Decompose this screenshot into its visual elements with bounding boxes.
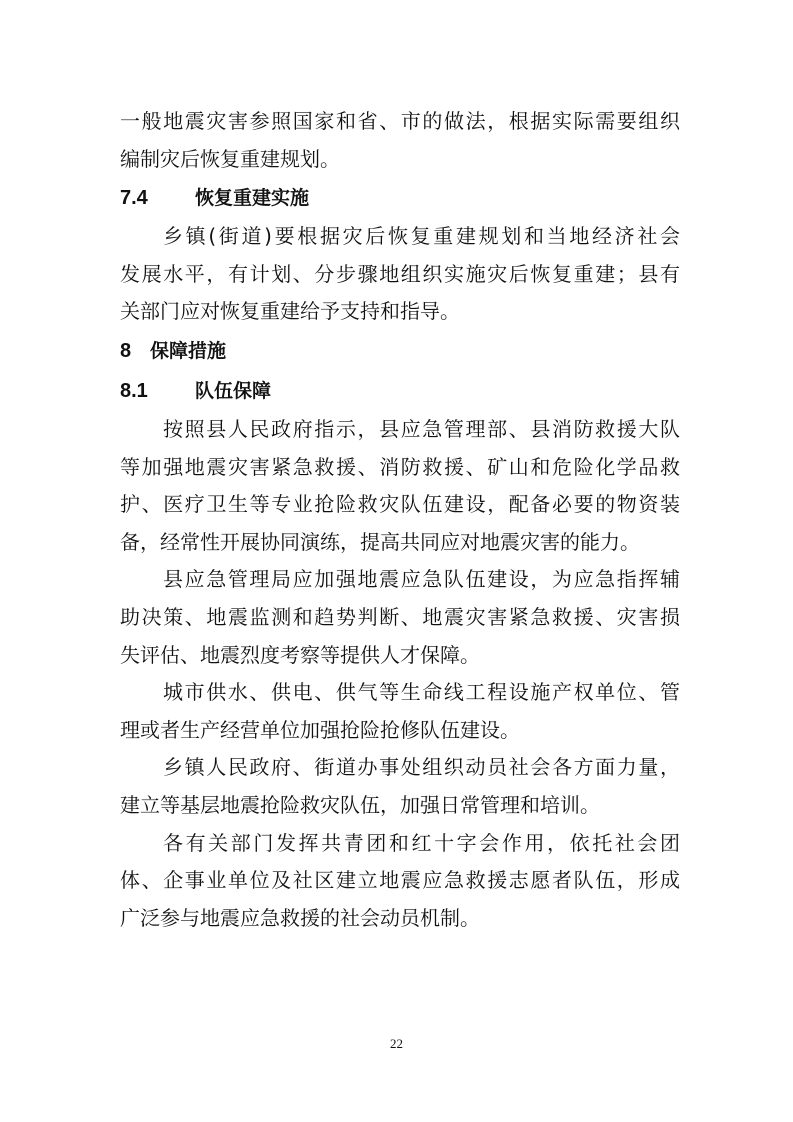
paragraph xyxy=(120,218,680,331)
text-line: 一般地震灾害参照国家和省、市的做法，根据实际需要组织 xyxy=(120,109,680,133)
section-number: 7.4 xyxy=(120,187,148,210)
text-line: 乡镇人民政府、街道办事处组织动员社会各方面力量， xyxy=(163,755,680,780)
text-line: 各有关部门发挥共青团和红十字会作用，依托社会团 xyxy=(163,830,680,855)
paragraph xyxy=(120,103,680,178)
text-line: 失评估、地震烈度考察等提供人才保障。 xyxy=(120,642,480,667)
section-title: 队伍保障 xyxy=(195,379,272,402)
paragraph xyxy=(120,674,680,749)
text-line: 广泛参与地震应急救援的社会动员机制。 xyxy=(120,905,480,930)
paragraph xyxy=(120,825,680,938)
section-number: 8 xyxy=(120,339,132,362)
text-line: 理或者生产经营单位加强抢险抢修队伍建设。 xyxy=(120,717,520,742)
section-title: 保障措施 xyxy=(150,339,227,362)
text-line: 等加强地震灾害紧急救援、消防救援、矿山和危险化学品救 xyxy=(120,454,680,479)
text-line: 城市供水、供电、供气等生命线工程设施产权单位、管 xyxy=(163,680,680,705)
section-heading xyxy=(120,331,680,371)
text-line: 备，经常性开展协同演练，提高共同应对地震灾害的能力。 xyxy=(120,529,640,554)
text-line: 按照县人民政府指示，县应急管理部、县消防救援大队 xyxy=(163,416,680,441)
text-line: 建立等基层地震抢险救灾队伍，加强日常管理和培训。 xyxy=(120,792,600,817)
text-line: 护、医疗卫生等专业抢险救灾队伍建设，配备必要的物资装 xyxy=(120,492,680,517)
text-line: 发展水平，有计划、分步骤地组织实施灾后恢复重建；县有 xyxy=(120,261,680,286)
text-line: 助决策、地震监测和趋势判断、地震灾害紧急救援、灾害损 xyxy=(120,604,680,629)
paragraph xyxy=(120,749,680,824)
section-heading xyxy=(120,371,680,411)
text-line: 县应急管理局应加强地震应急队伍建设，为应急指挥辅 xyxy=(163,567,680,592)
document-body xyxy=(120,103,680,937)
text-line: 编制灾后恢复重建规划。 xyxy=(120,146,340,171)
page-number: 22 xyxy=(390,1036,403,1051)
text-line: 体、企事业单位及社区建立地震应急救援志愿者队伍，形成 xyxy=(120,868,680,893)
section-number: 8.1 xyxy=(120,379,148,402)
text-line: 关部门应对恢复重建给予支持和指导。 xyxy=(120,299,460,324)
section-heading xyxy=(120,178,680,218)
paragraph xyxy=(120,561,680,674)
text-line: 乡镇(街道)要根据灾后恢复重建规划和当地经济社会 xyxy=(163,224,680,249)
paragraph xyxy=(120,411,680,561)
section-title: 恢复重建实施 xyxy=(195,187,310,210)
